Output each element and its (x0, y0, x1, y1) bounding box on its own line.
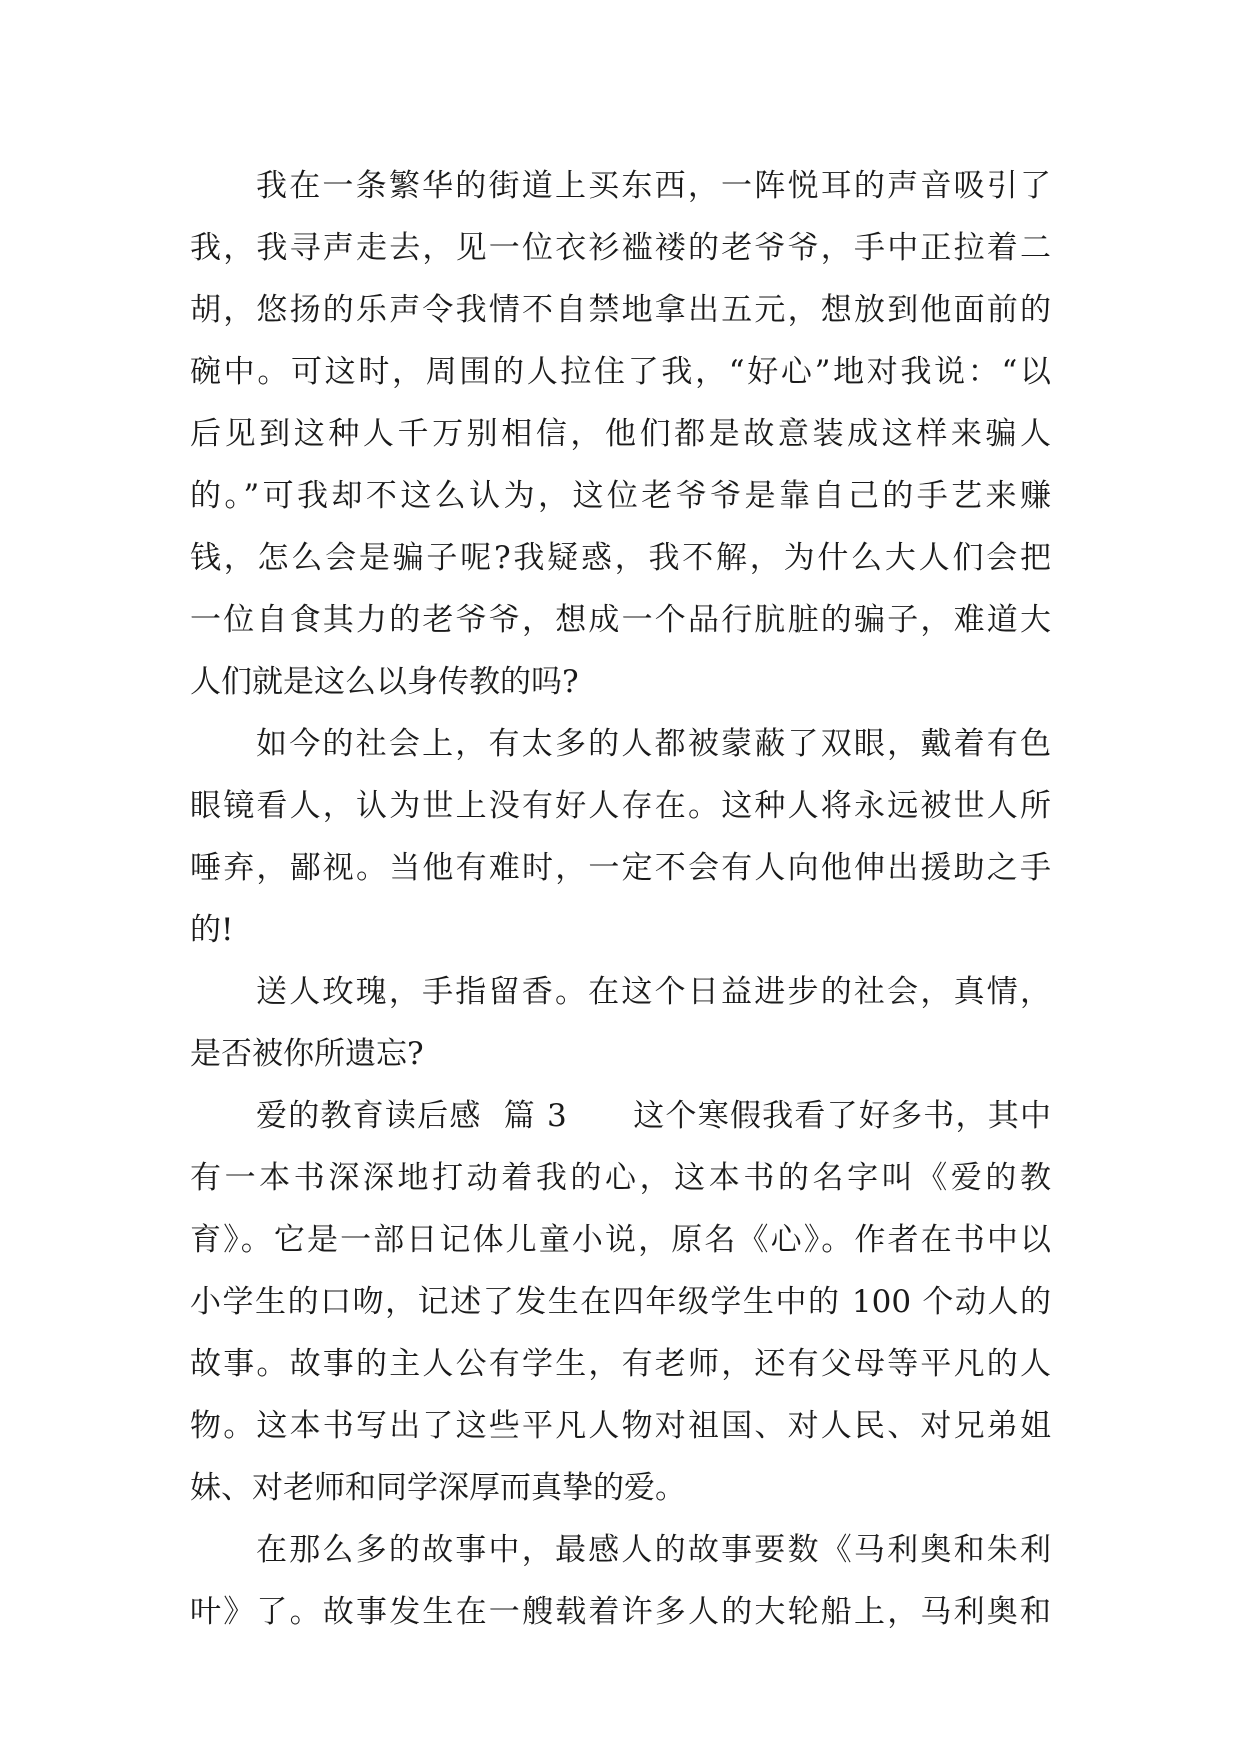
text-line: 小学生的口吻，记述了发生在四年级学生中的 100 个动人的 (190, 1284, 1051, 1320)
text-line: 眼镜看人，认为世上没有好人存在。这种人将永远被世人所 (190, 788, 1051, 824)
text-line: 胡，悠扬的乐声令我情不自禁地拿出五元，想放到他面前的 (190, 292, 1051, 328)
text-line: 钱，怎么会是骗子呢?我疑惑，我不解，为什么大人们会把 (190, 540, 1051, 576)
text-line: 物。这本书写出了这些平凡人物对祖国、对人民、对兄弟姐 (190, 1408, 1051, 1444)
text-line: 送人玫瑰，手指留香。在这个日益进步的社会，真情， (256, 974, 1051, 1010)
text-line: 故事。故事的主人公有学生，有老师，还有父母等平凡的人 (190, 1346, 1051, 1382)
text-line: 如今的社会上，有太多的人都被蒙蔽了双眼，戴着有色 (256, 726, 1051, 762)
text-line: 的。”可我却不这么认为，这位老爷爷是靠自己的手艺来赚 (190, 478, 1051, 514)
text-line: 的! (190, 912, 234, 948)
text-line: 妹、对老师和同学深厚而真挚的爱。 (190, 1470, 686, 1506)
text-line: 碗中。可这时，周围的人拉住了我，“好心”地对我说：“以 (190, 354, 1051, 390)
text-line: 人们就是这么以身传教的吗? (190, 664, 579, 700)
text-line: 在那么多的故事中，最感人的故事要数《马利奥和朱利 (256, 1532, 1051, 1568)
body-text (190, 155, 1051, 1643)
text-line: 是否被你所遗忘? (190, 1036, 424, 1072)
text-line: 叶》了。故事发生在一艘载着许多人的大轮船上，马利奥和 (190, 1594, 1051, 1630)
text-line: 有一本书深深地打动着我的心，这本书的名字叫《爱的教 (190, 1160, 1051, 1196)
text-line: 唾弃，鄙视。当他有难时，一定不会有人向他伸出援助之手 (190, 850, 1051, 886)
text-line: 我在一条繁华的街道上买东西，一阵悦耳的声音吸引了 (256, 168, 1051, 204)
text-line: 一位自食其力的老爷爷，想成一个品行肮脏的骗子，难道大 (190, 602, 1051, 638)
text-line: 育》。它是一部日记体儿童小说，原名《心》。作者在书中以 (190, 1222, 1051, 1258)
text-line: 后见到这种人千万别相信，他们都是故意装成这样来骗人 (190, 416, 1051, 452)
text-line: 我，我寻声走去，见一位衣衫褴褛的老爷爷，手中正拉着二 (190, 230, 1051, 266)
text-line: 爱的教育读后感 篇 3 这个寒假我看了好多书，其中 (256, 1098, 1051, 1134)
